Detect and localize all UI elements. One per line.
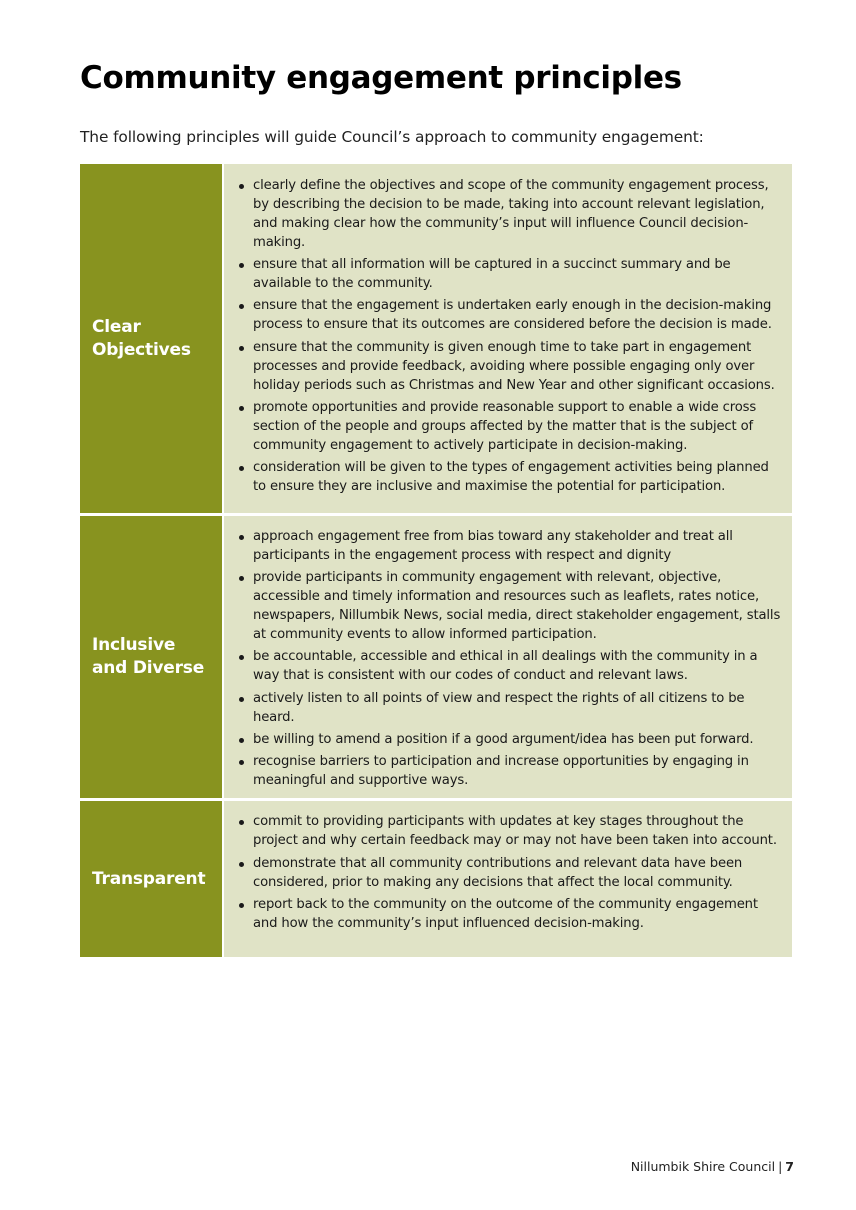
list-item: clearly define the objectives and scope of the community engagement process, by describing the decision to be made, taking into account relevant legislation, and making clear how the community’s input will influence Council decision-making.: [253, 177, 782, 253]
list-item: ensure that all information will be captured in a succinct summary and be available to the community.: [253, 256, 782, 294]
principle-content-cell: [223, 515, 792, 800]
principle-label-cell: [80, 515, 223, 800]
principle-list: [224, 164, 792, 513]
list-item: demonstrate that all community contributions and relevant data have been considered, prior to making any decisions that affect the local community.: [253, 855, 782, 893]
list-item: be accountable, accessible and ethical in all dealings with the community in a way that is consistent with our codes of conduct and relevant laws.: [253, 648, 782, 686]
list-item: be willing to amend a position if a good argument/idea has been put forward.: [253, 731, 782, 750]
footer-organisation: Nillumbik Shire Council: [630, 1159, 776, 1174]
principle-label: Transparent: [92, 868, 206, 889]
principles-table: [80, 164, 792, 957]
list-item: approach engagement free from bias toward any stakeholder and treat all participants in the engagement process with respect and dignity: [253, 528, 782, 566]
principle-row-inclusive-and-diverse: [80, 515, 792, 800]
principle-label: Clear Objectives: [92, 316, 191, 360]
page-number: 7: [785, 1159, 794, 1174]
footer-separator: |: [778, 1159, 783, 1174]
principle-row-clear-objectives: [80, 164, 792, 515]
list-item: consideration will be given to the types of engagement activities being planned to ensure they are inclusive and maximise the potential for participation.: [253, 459, 782, 497]
intro-text: The following principles will guide Council’s approach to community engagement:: [80, 128, 704, 146]
list-item: commit to providing participants with updates at key stages throughout the project and why certain feedback may or may not have been taken into account.: [253, 813, 782, 851]
list-item: recognise barriers to participation and increase opportunities by engaging in meaningful and supportive ways.: [253, 753, 782, 791]
list-item: ensure that the community is given enough time to take part in engagement processes and provide feedback, avoiding where possible engaging only over holiday periods such as Christmas and New Year and other significant occasions.: [253, 339, 782, 396]
principle-row-transparent: [80, 800, 792, 957]
principle-list: [224, 801, 792, 956]
page-title: Community engagement principles: [80, 60, 682, 96]
principle-list: [224, 516, 792, 798]
principle-content-cell: [223, 800, 792, 957]
list-item: provide participants in community engagement with relevant, objective, accessible and timely information and resources such as leaflets, rates notice, newspapers, Nillumbik News, social media, direct stakeholder engagement, stalls at community events to allow informed participation.: [253, 569, 782, 645]
list-item: ensure that the engagement is undertaken early enough in the decision-making process to ensure that its outcomes are considered before the decision is made.: [253, 297, 782, 335]
principle-label-cell: [80, 800, 223, 957]
principle-label-cell: [80, 164, 223, 515]
page-footer: [631, 1159, 794, 1174]
list-item: actively listen to all points of view and respect the rights of all citizens to be heard.: [253, 690, 782, 728]
principle-content-cell: [223, 164, 792, 515]
list-item: report back to the community on the outcome of the community engagement and how the community’s input influenced decision-making.: [253, 896, 782, 934]
principle-label: Inclusive and Diverse: [92, 635, 205, 679]
list-item: promote opportunities and provide reasonable support to enable a wide cross section of the people and groups affected by the matter that is the subject of community engagement to actively participate in decision-making.: [253, 399, 782, 456]
